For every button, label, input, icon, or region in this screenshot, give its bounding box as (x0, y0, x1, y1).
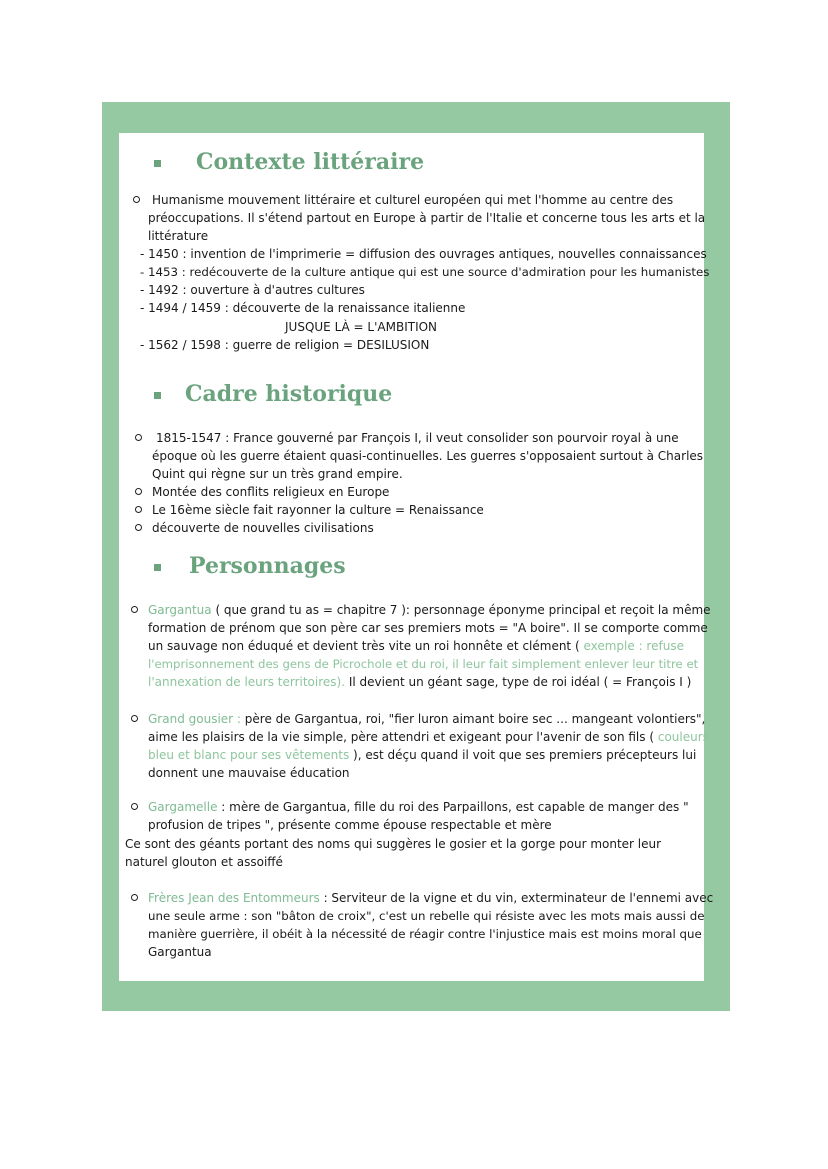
contexte-intro-line-1: Humanisme mouvement littéraire et culturel européen qui met l'homme au centre des (152, 193, 674, 207)
character-name: Frères Jean des Entommeurs (148, 891, 320, 905)
gargantua-line-2: formation de prénom que son père car ses premiers mots = "A boire". Il se comporte comme (148, 621, 708, 635)
gargantua-line-1 (148, 601, 711, 619)
character-name: Gargantua (148, 603, 212, 617)
example-highlight: couleurs (657, 730, 709, 744)
cadre-bullet-1-line-3: Quint qui règne sur un très grand empire. (152, 467, 403, 481)
grandgousier-desc: ), est déçu quand il voit que ses premiers précepteurs lui (349, 748, 697, 762)
contexte-intro-line-2: préoccupations. Il s'étend partout en Europe à partir de l'Italie et concerne tous les arts et la (148, 211, 706, 225)
timeline-item: - 1492 : ouverture à d'autres cultures (140, 283, 365, 297)
heading-bullet-icon (154, 564, 161, 571)
cadre-bullet-4: découverte de nouvelles civilisations (152, 521, 374, 535)
character-name: Gargamelle (148, 800, 218, 814)
timeline-item: - 1562 / 1598 : guerre de religion = DESILUSION (140, 338, 430, 352)
grandgousier-line-1 (148, 710, 705, 728)
gargamelle-line-2: profusion de tripes ", présente comme épouse respectable et mère (148, 818, 552, 832)
jean-line-2: une seule arme : son "bâton de croix", c'est un rebelle qui résiste avec les mots mais aussi de (148, 909, 705, 923)
jean-desc: : Serviteur de la vigne et du vin, exterminateur de l'ennemi avec (319, 891, 714, 905)
gargamelle-line-1 (148, 798, 689, 816)
gargantua-desc: ( que grand tu as = chapitre 7 ): personnage éponyme principal et reçoit la même (211, 603, 711, 617)
circle-bullet-icon (131, 803, 138, 810)
circle-bullet-icon (135, 506, 142, 513)
contexte-intro-line-3: littérature (148, 229, 209, 243)
example-highlight: l'annexation de leurs territoires). (148, 675, 346, 689)
grandgousier-desc: aime les plaisirs de la vie simple, père attendri et exigeant pour l'avenir de son fils ( (148, 730, 658, 744)
heading-bullet-icon (154, 392, 161, 399)
cadre-bullet-1-line-1: 1815-1547 : France gouverné par François I, il veut consolider son pourvoir royal à une (156, 431, 679, 445)
example-highlight: exemple : refuse (583, 639, 684, 653)
example-highlight: l'emprisonnement des gens de Picrochole et du roi, il leur fait simplement enlever leur titre et (148, 657, 699, 671)
gargantua-desc: Il devient un géant sage, type de roi idéal ( = François I ) (345, 675, 692, 689)
circle-bullet-icon (131, 606, 138, 613)
jean-line-3: manière guerrière, il obéit à la nécessité de réagir contre l'injustice mais est moins moral que (148, 927, 702, 941)
section-title-cadre: Cadre historique (185, 381, 393, 407)
gargantua-line-5 (148, 673, 691, 691)
circle-bullet-icon (131, 715, 138, 722)
jean-line-1 (148, 889, 713, 907)
gargamelle-desc: : mère de Gargantua, fille du roi des Parpaillons, est capable de manger des " (217, 800, 689, 814)
section-title-personnages: Personnages (189, 553, 346, 579)
grandgousier-line-3 (148, 746, 696, 764)
gargantua-line-3 (148, 637, 684, 655)
example-highlight: bleu et blanc pour ses vêtements (148, 748, 350, 762)
circle-bullet-icon (135, 488, 142, 495)
timeline-item: - 1453 : redécouverte de la culture antique qui est une source d'admiration pour les humanistes (140, 265, 710, 279)
cadre-bullet-1-line-2: époque où les guerre étaient quasi-continuelles. Les guerres s'opposaient surtout à Charles (152, 449, 704, 463)
section-title-contexte: Contexte littéraire (196, 149, 425, 175)
heading-bullet-icon (154, 160, 161, 167)
circle-bullet-icon (135, 434, 142, 441)
cadre-bullet-2: Montée des conflits religieux en Europe (152, 485, 390, 499)
circle-bullet-icon (135, 524, 142, 531)
geants-note-line-1: Ce sont des géants portant des noms qui suggères le gosier et la gorge pour monter leur (125, 837, 662, 851)
jean-line-4: Gargantua (148, 945, 212, 959)
cadre-bullet-3: Le 16ème siècle fait rayonner la culture = Renaissance (152, 503, 484, 517)
grandgousier-desc: père de Gargantua, roi, "fier luron aimant boire sec ... mangeant volontiers", (240, 712, 706, 726)
timeline-item: - 1494 / 1459 : découverte de la renaissance italienne (140, 301, 466, 315)
circle-bullet-icon (133, 196, 140, 203)
centered-note: JUSQUE LÀ = L'AMBITION (285, 320, 438, 334)
grandgousier-line-2 (148, 728, 709, 746)
timeline-item: - 1450 : invention de l'imprimerie = diffusion des ouvrages antiques, nouvelles connaissances (140, 247, 707, 261)
grandgousier-line-4: donnent une mauvaise éducation (148, 766, 350, 780)
gargantua-desc: un sauvage non éduqué et devient très vite un roi honnête et clément ( (148, 639, 584, 653)
circle-bullet-icon (131, 894, 138, 901)
geants-note-line-2: naturel glouton et assoiffé (125, 855, 283, 869)
character-name: Grand gousier : (148, 712, 241, 726)
